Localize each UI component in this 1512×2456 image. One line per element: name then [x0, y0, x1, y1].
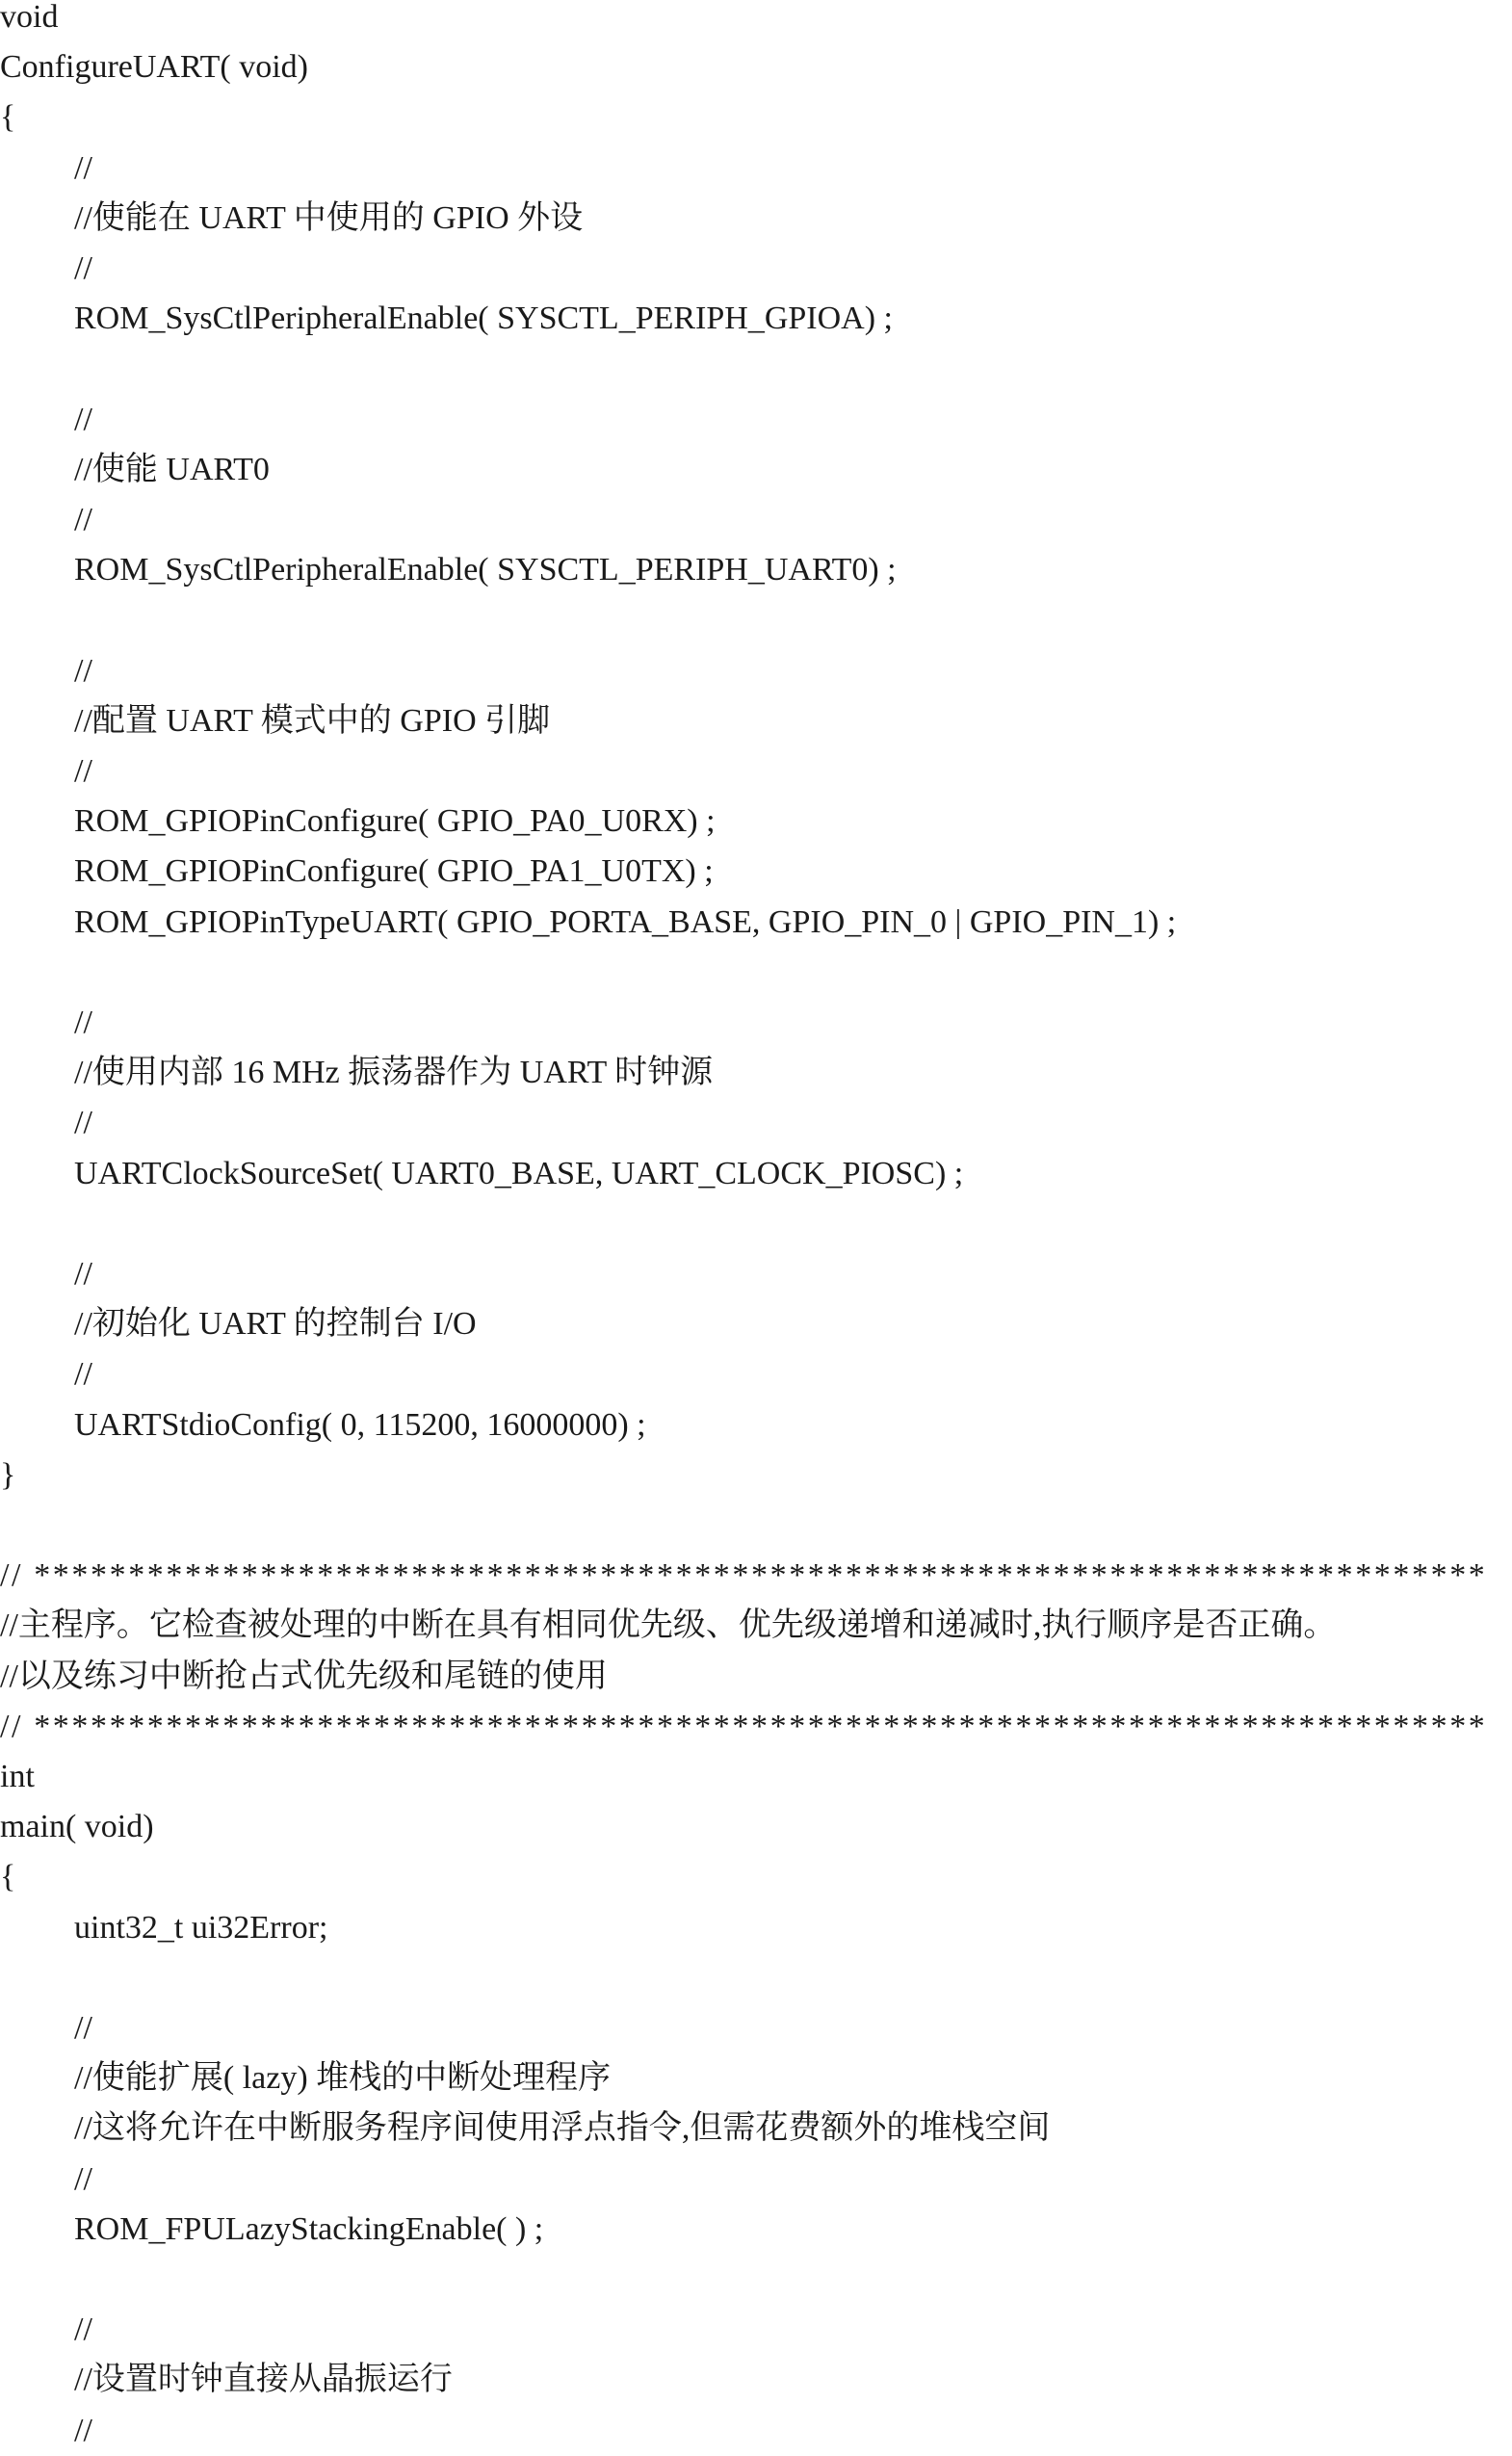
code-line: //主程序。它检查被处理的中断在具有相同优先级、优先级递增和递减时,执行顺序是否正确。	[0, 1607, 1337, 1644]
code-line: int	[0, 1759, 35, 1794]
code-line: //	[74, 2160, 92, 2197]
code-line: //设置时钟直接从晶振运行	[74, 2362, 453, 2398]
code-line: //	[74, 1256, 92, 1292]
code-line: ROM_GPIOPinTypeUART( GPIO_PORTA_BASE, GPIO_PIN_0 | GPIO_PIN_1) ;	[74, 903, 1177, 940]
code-line: //	[74, 753, 92, 789]
code-line: //	[74, 250, 92, 286]
code-line: //这将允许在中断服务程序间使用浮点指令,但需花费额外的堆栈空间	[74, 2110, 1051, 2147]
code-line: //初始化 UART 的控制台 I/O	[74, 1306, 477, 1343]
code-line: }	[0, 1456, 16, 1493]
code-line: ROM_SysCtlPeripheralEnable( SYSCTL_PERIPH_UART0) ;	[74, 552, 897, 588]
code-line: //	[74, 1005, 92, 1040]
code-line: //	[74, 2412, 92, 2448]
code-line: //配置 UART 模式中的 GPIO 引脚	[74, 702, 551, 739]
code-line: // *****************************************************************************	[0, 1557, 1488, 1594]
code-line: //	[74, 401, 92, 437]
code-line: //以及练习中断抢占式优先级和尾链的使用	[0, 1658, 608, 1694]
code-line: UARTClockSourceSet( UART0_BASE, UART_CLOCK_PIOSC) ;	[74, 1155, 964, 1191]
code-line: {	[0, 99, 16, 136]
code-line: //	[74, 2010, 92, 2046]
code-line: void	[0, 0, 59, 35]
code-line: //使能扩展( lazy) 堆栈的中断处理程序	[74, 2060, 612, 2097]
code-line: //	[74, 652, 92, 689]
code-line: // *****************************************************************************	[0, 1708, 1488, 1744]
code-line: uint32_t ui32Error;	[74, 1909, 328, 1946]
code-line: //使用内部 16 MHz 振荡器作为 UART 时钟源	[74, 1055, 714, 1091]
code-line: {	[0, 1859, 16, 1895]
code-line: ROM_GPIOPinConfigure( GPIO_PA1_U0TX) ;	[74, 853, 714, 890]
code-line: //使能 UART0	[74, 451, 270, 487]
code-line: //	[74, 502, 92, 537]
code-line: main( void)	[0, 1809, 154, 1845]
code-line: ConfigureUART( void)	[0, 49, 308, 86]
code-line: //使能在 UART 中使用的 GPIO 外设	[74, 199, 584, 236]
code-line: //	[74, 1105, 92, 1141]
code-line: ROM_GPIOPinConfigure( GPIO_PA0_U0RX) ;	[74, 803, 716, 840]
code-line: ROM_SysCtlPeripheralEnable( SYSCTL_PERIPH_GPIOA) ;	[74, 300, 893, 337]
code-line: //	[74, 1356, 92, 1393]
code-line: ROM_FPULazyStackingEnable( ) ;	[74, 2210, 544, 2247]
code-line: //	[74, 149, 92, 186]
code-line: //	[74, 2312, 92, 2348]
code-line: UARTStdioConfig( 0, 115200, 16000000) ;	[74, 1406, 646, 1443]
